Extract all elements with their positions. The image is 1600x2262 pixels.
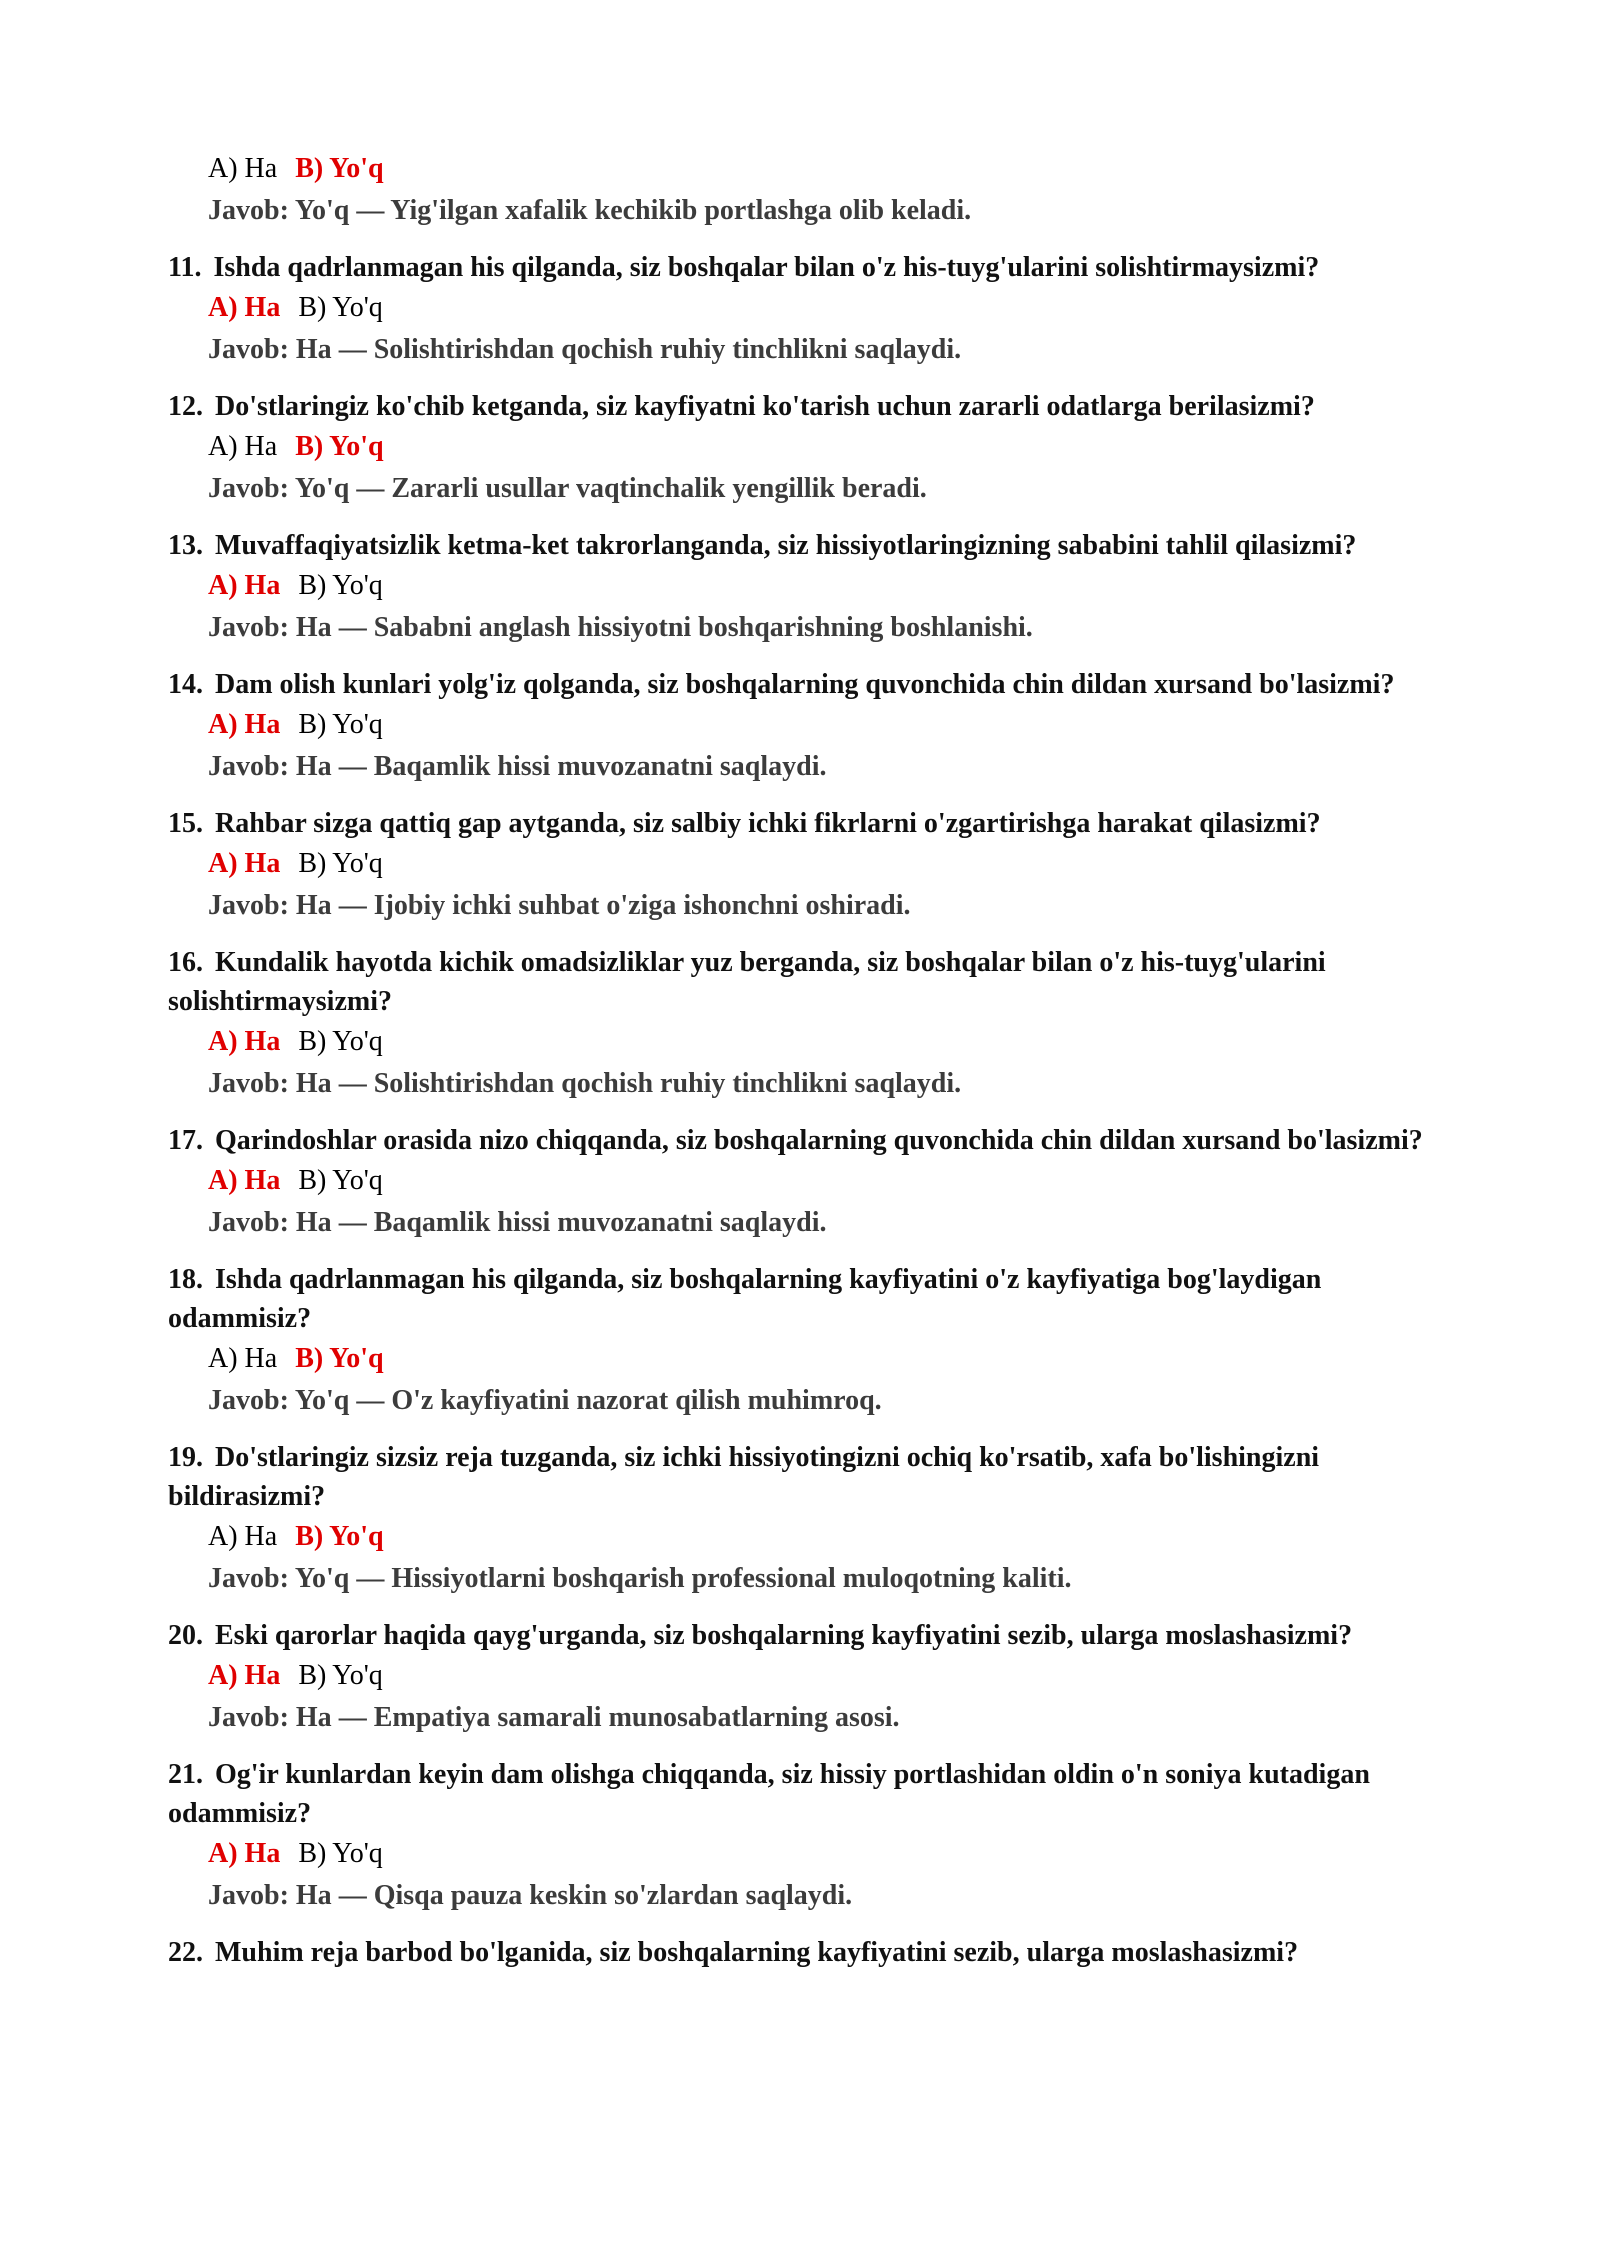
- answer-options: [208, 148, 1468, 190]
- answer-explanation: Baqamlik hissi muvozanatni saqlaydi.: [373, 751, 827, 782]
- option: B) Yo'q: [298, 292, 383, 323]
- answer-options: [208, 565, 1468, 607]
- answer-dash: —: [331, 1207, 374, 1238]
- answer-explanation: Ijobiy ichki suhbat o'ziga ishonchni oshiradi.: [373, 890, 911, 921]
- answer-explanation: Hissiyotlarni boshqarish professional muloqotning kaliti.: [391, 1563, 1072, 1594]
- question-text: [168, 665, 1468, 704]
- answer-dash: —: [349, 1563, 392, 1594]
- option: A) Ha: [208, 431, 278, 462]
- question-label: Do'stlaringiz ko'chib ketganda, siz kayfiyatni ko'tarish uchun zararli odatlarga berilasizmi?: [215, 391, 1315, 422]
- question-number: 22.: [168, 1937, 203, 1968]
- question-text: [168, 1616, 1468, 1655]
- answer-line: [208, 1558, 1468, 1600]
- option-selected: A) Ha: [208, 848, 281, 879]
- answer-options: [208, 843, 1468, 885]
- option: B) Yo'q: [298, 570, 383, 601]
- answer-options: [208, 704, 1468, 746]
- option-selected: B) Yo'q: [295, 153, 384, 184]
- option-selected: A) Ha: [208, 570, 281, 601]
- option-selected: A) Ha: [208, 1026, 281, 1057]
- question-number: 14.: [168, 669, 203, 700]
- answer-dash: —: [349, 1385, 392, 1416]
- answer-prefix: Javob: Ha: [208, 1068, 332, 1099]
- option: B) Yo'q: [298, 1026, 383, 1057]
- option-selected: A) Ha: [208, 1838, 281, 1869]
- answer-dash: —: [331, 612, 374, 643]
- question-text: [168, 387, 1468, 426]
- answer-dash: —: [349, 195, 391, 226]
- answer-options: [208, 1021, 1468, 1063]
- question-block: [168, 1933, 1468, 1972]
- answer-explanation: O'z kayfiyatini nazorat qilish muhimroq.: [391, 1385, 882, 1416]
- option-selected: B) Yo'q: [295, 1521, 384, 1552]
- answer-prefix: Javob: Ha: [208, 1207, 332, 1238]
- answer-dash: —: [331, 890, 374, 921]
- option: B) Yo'q: [298, 848, 383, 879]
- answer-dash: —: [331, 1880, 374, 1911]
- answer-explanation: Solishtirishdan qochish ruhiy tinchlikni saqlaydi.: [373, 1068, 962, 1099]
- question-label: Qarindoshlar orasida nizo chiqqanda, siz boshqalarning quvonchida chin dildan xursand bo'lasizmi?: [215, 1125, 1423, 1156]
- answer-line: [208, 190, 1468, 232]
- question-number: 17.: [168, 1125, 203, 1156]
- answer-explanation: Baqamlik hissi muvozanatni saqlaydi.: [373, 1207, 827, 1238]
- option: B) Yo'q: [298, 1165, 383, 1196]
- option: A) Ha: [208, 1343, 278, 1374]
- answer-line: [208, 1380, 1468, 1422]
- question-block: [168, 1121, 1468, 1244]
- answer-explanation: Solishtirishdan qochish ruhiy tinchlikni saqlaydi.: [373, 334, 962, 365]
- question-label: Dam olish kunlari yolg'iz qolganda, siz boshqalarning quvonchida chin dildan xursand bo'lasizmi?: [215, 669, 1395, 700]
- question-block: [168, 148, 1468, 232]
- question-text: [168, 248, 1468, 287]
- answer-prefix: Javob: Ha: [208, 751, 332, 782]
- answer-prefix: Javob: Yo'q: [208, 1385, 350, 1416]
- option: A) Ha: [208, 1521, 278, 1552]
- answer-prefix: Javob: Ha: [208, 1880, 332, 1911]
- option-selected: A) Ha: [208, 1165, 281, 1196]
- option-selected: A) Ha: [208, 709, 281, 740]
- answer-options: [208, 1833, 1468, 1875]
- question-block: [168, 1616, 1468, 1739]
- question-block: [168, 804, 1468, 927]
- question-text: [168, 1121, 1468, 1160]
- question-label: Muvaffaqiyatsizlik ketma-ket takrorlanganda, siz hissiyotlaringizning sababini tahlil qilasizmi?: [215, 530, 1357, 561]
- option: B) Yo'q: [298, 1838, 383, 1869]
- document-body: [168, 148, 1468, 1988]
- question-block: [168, 1438, 1468, 1600]
- question-number: 15.: [168, 808, 203, 839]
- question-block: [168, 665, 1468, 788]
- answer-dash: —: [331, 1068, 374, 1099]
- question-number: 13.: [168, 530, 203, 561]
- answer-line: [208, 1875, 1468, 1917]
- question-number: 16.: [168, 947, 203, 978]
- option-selected: B) Yo'q: [295, 1343, 384, 1374]
- question-number: 18.: [168, 1264, 203, 1295]
- answer-line: [208, 1063, 1468, 1105]
- answer-prefix: Javob: Ha: [208, 334, 332, 365]
- option: B) Yo'q: [298, 709, 383, 740]
- option-selected: A) Ha: [208, 292, 281, 323]
- answer-line: [208, 468, 1468, 510]
- answer-explanation: Sababni anglash hissiyotni boshqarishning boshlanishi.: [373, 612, 1033, 643]
- question-label: Ishda qadrlanmagan his qilganda, siz boshqalar bilan o'z his-tuyg'ularini solishtirmaysizmi?: [213, 252, 1320, 283]
- question-number: 12.: [168, 391, 203, 422]
- answer-line: [208, 607, 1468, 649]
- option: B) Yo'q: [298, 1660, 383, 1691]
- answer-prefix: Javob: Yo'q: [208, 195, 350, 226]
- question-label: Rahbar sizga qattiq gap aytganda, siz salbiy ichki fikrlarni o'zgartirishga harakat qilasizmi?: [215, 808, 1321, 839]
- question-label: Do'stlaringiz sizsiz reja tuzganda, siz ichki hissiyotingizni ochiq ko'rsatib, xafa bo'lishingizni bildirasizmi?: [168, 1442, 1320, 1512]
- question-block: [168, 1755, 1468, 1917]
- question-number: 21.: [168, 1759, 203, 1790]
- question-label: Eski qarorlar haqida qayg'urganda, siz boshqalarning kayfiyatini sezib, ularga moslashasizmi?: [215, 1620, 1353, 1651]
- question-label: Ishda qadrlanmagan his qilganda, siz boshqalarning kayfiyatini o'z kayfiyatiga bog'laydigan odammisiz?: [168, 1264, 1322, 1334]
- question-block: [168, 387, 1468, 510]
- answer-line: [208, 1697, 1468, 1739]
- answer-line: [208, 885, 1468, 927]
- answer-prefix: Javob: Ha: [208, 1702, 332, 1733]
- question-block: [168, 526, 1468, 649]
- answer-explanation: Zararli usullar vaqtinchalik yengillik beradi.: [391, 473, 927, 504]
- question-label: Og'ir kunlardan keyin dam olishga chiqqanda, siz hissiy portlashidan oldin o'n soniya kutadigan odammisiz?: [168, 1759, 1370, 1829]
- question-number: 11.: [168, 252, 202, 283]
- question-text: [168, 1755, 1468, 1833]
- option: A) Ha: [208, 153, 278, 184]
- question-block: [168, 1260, 1468, 1422]
- answer-line: [208, 329, 1468, 371]
- answer-explanation: Qisqa pauza keskin so'zlardan saqlaydi.: [373, 1880, 853, 1911]
- answer-dash: —: [331, 334, 374, 365]
- question-number: 20.: [168, 1620, 203, 1651]
- answer-dash: —: [331, 751, 374, 782]
- question-text: [168, 804, 1468, 843]
- question-label: Kundalik hayotda kichik omadsizliklar yuz berganda, siz boshqalar bilan o'z his-tuyg'ularini solishtirmaysizmi?: [168, 947, 1326, 1017]
- question-text: [168, 1438, 1468, 1516]
- question-label: Muhim reja barbod bo'lganida, siz boshqalarning kayfiyatini sezib, ularga moslashasizmi?: [215, 1937, 1299, 1968]
- question-number: 19.: [168, 1442, 203, 1473]
- answer-options: [208, 426, 1468, 468]
- question-block: [168, 943, 1468, 1105]
- answer-line: [208, 746, 1468, 788]
- answer-options: [208, 1160, 1468, 1202]
- answer-options: [208, 1338, 1468, 1380]
- answer-options: [208, 1655, 1468, 1697]
- answer-explanation: Yig'ilgan xafalik kechikib portlashga olib keladi.: [390, 195, 972, 226]
- question-block: [168, 248, 1468, 371]
- option-selected: B) Yo'q: [295, 431, 384, 462]
- question-text: [168, 943, 1468, 1021]
- answer-prefix: Javob: Ha: [208, 612, 332, 643]
- answer-line: [208, 1202, 1468, 1244]
- answer-options: [208, 1516, 1468, 1558]
- question-text: [168, 1260, 1468, 1338]
- answer-explanation: Empatiya samarali munosabatlarning asosi.: [373, 1702, 900, 1733]
- answer-prefix: Javob: Yo'q: [208, 1563, 350, 1594]
- answer-dash: —: [349, 473, 392, 504]
- question-text: [168, 526, 1468, 565]
- option-selected: A) Ha: [208, 1660, 281, 1691]
- answer-prefix: Javob: Yo'q: [208, 473, 350, 504]
- answer-options: [208, 287, 1468, 329]
- question-text: [168, 1933, 1468, 1972]
- answer-prefix: Javob: Ha: [208, 890, 332, 921]
- answer-dash: —: [331, 1702, 374, 1733]
